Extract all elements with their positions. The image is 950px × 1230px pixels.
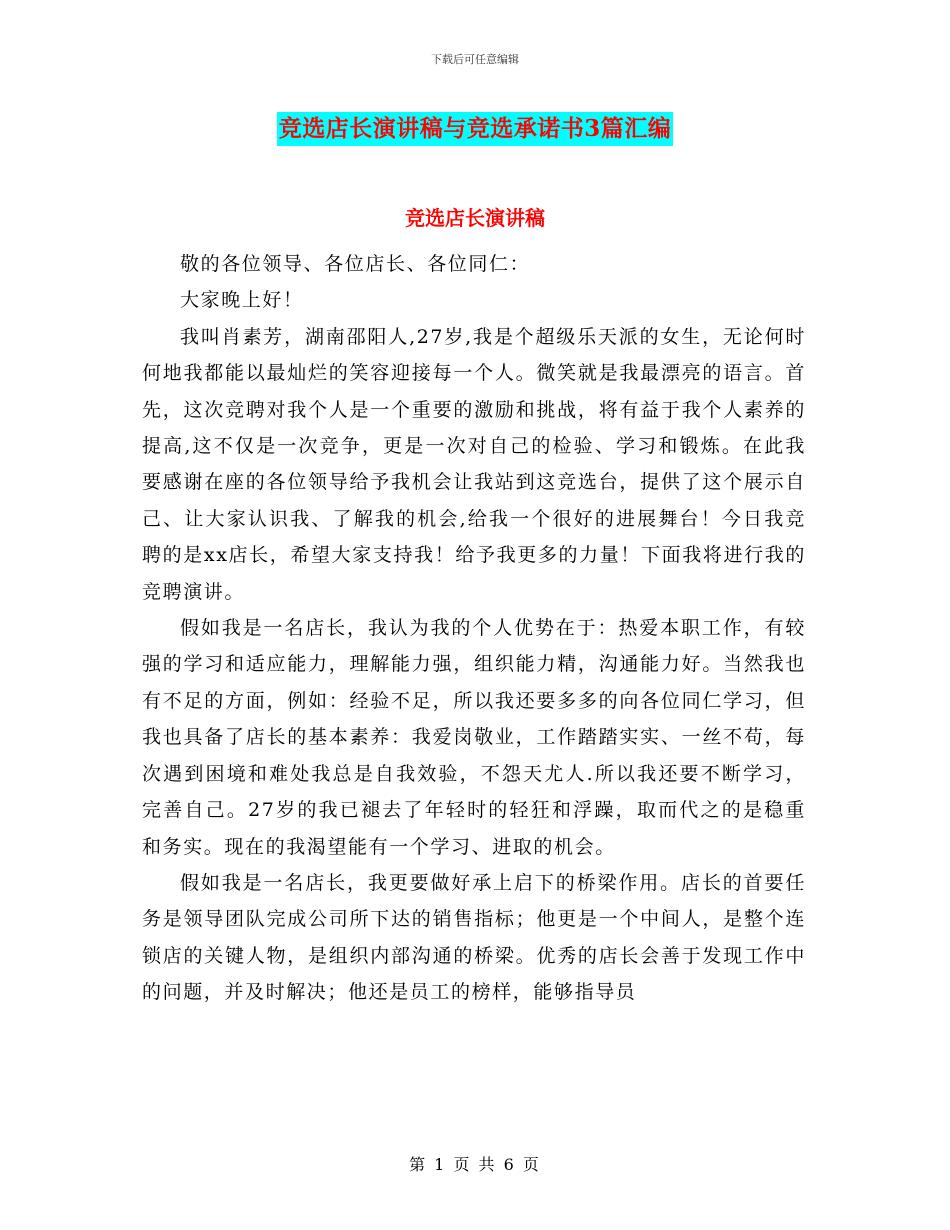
paragraph-introduction: 我叫肖素芳，湖南邵阳人,27岁,我是个超级乐天派的女生，无论何时何地我都能以最灿烂的笑容迎接每一个人。微笑就是我最漂亮的语言。首先，这次竞聘对我个人是一个重要的激励和挑战，将有益于我个人素养的提高,这不仅是一次竞争，更是一次对自己的检验、学习和锻炼。在此我要感谢在座的各位领导给予我机会让我站到这竞选台，提供了这个展示自己、让大家认识我、了解我的机会,给我一个很好的进展舞台！今日我竞聘的是xx店长，希望大家支持我！给予我更多的力量！下面我将进行我的竞聘演讲。 [142, 325, 806, 603]
section-title: 竞选店长演讲稿 [405, 206, 545, 230]
page-number: 第 1 页 共 6 页 [409, 1155, 541, 1174]
document-body [142, 246, 806, 1011]
paragraph-bridge-role: 假如我是一名店长，我更要做好承上启下的桥梁作用。店长的首要任务是领导团队完成公司所下达的销售指标；他更是一个中间人，是整个连锁店的关键人物，是组织内部沟通的桥梁。优秀的店长会善于发现工作中的问题，并及时解决；他还是员工的榜样，能够指导员 [142, 871, 806, 1004]
document-title: 竞选店长演讲稿与竞选承诺书3篇汇编 [277, 112, 674, 146]
document-title-container [0, 112, 950, 146]
paragraph-greeting: 大家晚上好！ [180, 289, 304, 312]
paragraph-salutation: 敬的各位领导、各位店长、各位同仁： [180, 253, 531, 275]
page-header-note: 下载后可任意编辑 [431, 53, 519, 66]
paragraph-strengths: 假如我是一名店长，我认为我的个人优势在于：热爱本职工作，有较强的学习和适应能力，理解能力强，组织能力精，沟通能力好。当然我也有不足的方面，例如：经验不足，所以我还要多多的向各位同仁学习，但我也具备了店长的基本素养：我爱岗敬业，工作踏踏实实、一丝不苟，每次遇到困境和难处我总是自我效验，不怨天尤人.所以我还要不断学习，完善自己。27岁的我已褪去了年轻时的轻狂和浮躁，取而代之的是稳重和务实。现在的我渴望能有一个学习、进取的机会。 [142, 617, 806, 858]
